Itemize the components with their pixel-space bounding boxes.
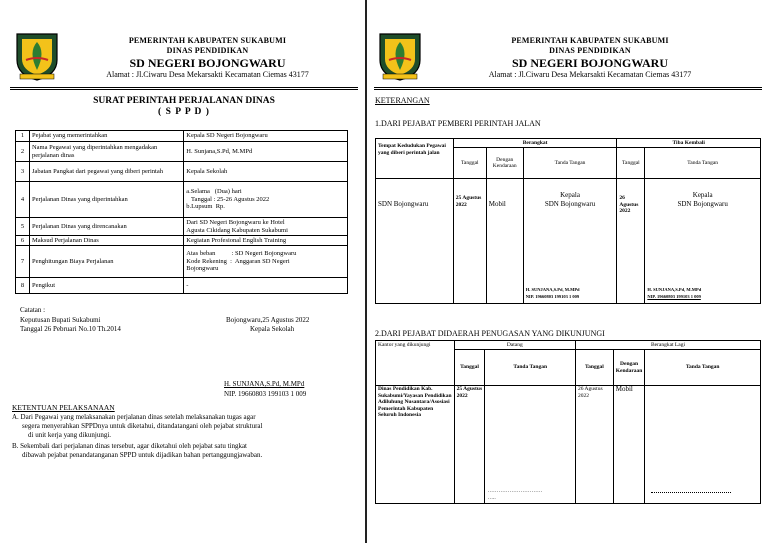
signer-nip: NIP. 19660803 199103 1 009	[525, 294, 580, 299]
signer-name: H. SUNJANA,S.Pd, M.MPd	[224, 380, 305, 388]
row-label: Maksud Perjalanan Dinas	[29, 236, 183, 246]
col-header-tanggal-berangkat: Tanggal	[575, 350, 613, 386]
spd-subtitle: ( S P P D )	[158, 107, 210, 117]
row-label: Penghitungan Biaya Perjalanan	[29, 246, 183, 278]
col-group-berangkat: Berangkat	[453, 139, 617, 148]
row-value: H. Sunjana,S.Pd, M.MPd	[184, 142, 348, 162]
row-label: Pejabat yang memerintahkan	[29, 131, 183, 142]
table-row	[16, 218, 348, 236]
col-header-tempat: Tempat Kedudukan Pegawai yang diberi perintah jalan	[376, 139, 454, 179]
row-value	[184, 218, 348, 236]
col-header-kendaraan: Dengan Kendaraan	[486, 148, 523, 179]
spd-title: SURAT PERINTAH PERJALANAN DINAS	[93, 96, 275, 106]
table-row	[376, 386, 761, 504]
row-number: 8	[16, 278, 30, 294]
account-code-text: Kode Rekening : Anggaran SD Negeri	[186, 257, 290, 265]
lumpsum-text: b.Lupsum Rp.	[186, 203, 225, 211]
row-label: Nama Pegawai yang diperintahkan mengadakan perjalanan dinas	[29, 142, 183, 162]
tempat-value: SDN Bojongwaru	[376, 179, 454, 304]
dept-name: DINAS PENDIDIKAN	[549, 46, 631, 55]
letterhead-rule	[10, 87, 358, 90]
kendaraan-value: Mobil	[486, 179, 523, 304]
document-title	[10, 96, 358, 118]
kepala-school: SDN Bojongwaru	[677, 200, 728, 208]
table-row	[16, 162, 348, 182]
row-label: Perjalanan Dinas yang direncanakan	[29, 218, 183, 236]
signature-line: …………………………	[487, 488, 543, 494]
col-header-tanggal: Tanggal	[453, 148, 486, 179]
row-number: 6	[16, 236, 30, 246]
col-group-tiba: Tiba Kembali	[617, 139, 761, 148]
signer-title: Kepala Sekolah	[250, 325, 295, 333]
table-row	[16, 131, 348, 142]
signature-line	[651, 491, 731, 493]
ketentuan-a-2: segera menyerahkan SPPDnya untuk diketahui, ditandatangani oleh pejabat struktural	[22, 422, 263, 430]
school-address: Alamat : Jl.Ciwaru Desa Mekarsakti Kecamatan Ciemas 43177	[106, 70, 309, 79]
signature-cell	[523, 179, 617, 304]
budget-source-text: Atas beban : SD Negeri Bojongwaru	[186, 250, 297, 258]
ketentuan-a-3: di unit kerja yang dikunjungi.	[28, 431, 112, 439]
table-row	[376, 341, 761, 350]
table-row	[16, 278, 348, 294]
dept-name: DINAS PENDIDIKAN	[166, 46, 249, 55]
col-header-kendaraan: Dengan Kendaraan	[613, 350, 645, 386]
date-text: Tanggal : 25-26 Agustus 2022	[186, 195, 270, 203]
kepala-label: Kepala	[692, 191, 713, 199]
right-page	[370, 0, 768, 543]
col-header-ttd-tiba: Tanda Tangan	[645, 148, 761, 179]
col-header-tanggal: Tanggal	[454, 350, 485, 386]
col-header-ttd: Tanda Tangan	[485, 350, 576, 386]
signer-nip: NIP. 19660803 199103 1 009	[224, 390, 307, 398]
kepala-school: SDN Bojongwaru	[544, 200, 596, 208]
school-address: Alamat : Jl.Ciwaru Desa Mekarsakti Kecamatan Ciemas 43177	[488, 70, 692, 79]
signature-line-cont: …..	[487, 494, 496, 501]
table-row	[16, 236, 348, 246]
tanggal-berangkat-value: 26 Agustus 2022	[575, 386, 613, 504]
col-group-berangkat-lagi: Berangkat Lagi	[575, 341, 760, 350]
regency-emblem-icon	[12, 30, 62, 82]
decree-line-2: Tanggal 26 Pebruari No.10 Th.2014	[20, 325, 121, 333]
tanggal-tiba-value: 26 Agustus 2022	[617, 179, 645, 304]
letterhead-rule	[374, 87, 762, 90]
table-row	[376, 139, 761, 148]
letterhead	[60, 36, 355, 80]
row-label: Pengikut	[29, 278, 183, 294]
departure-table	[375, 138, 761, 304]
section-2-title: 2.DARI PEJABAT DIDAERAH PENUGASAN YANG DIKUNJUNGI	[375, 329, 605, 338]
row-value: Kepala SD Negeri Bojongwaru	[184, 131, 348, 142]
gov-name: PEMERINTAH KABUPATEN SUKABUMI	[128, 36, 287, 45]
table-row	[16, 182, 348, 218]
col-group-datang: Datang	[454, 341, 575, 350]
col-header-kantor: Kantor yang dikunjungi	[376, 341, 455, 386]
kepala-label: Kepala	[560, 191, 580, 199]
regency-emblem-icon	[375, 30, 425, 82]
spd-table	[15, 130, 348, 294]
ketentuan-b-1: B. Sekembali dari perjalanan dinas tersebut, agar diketahui oleh pejabat satu tingkat	[12, 442, 248, 450]
left-page	[0, 0, 362, 543]
route-text: Dari SD Negeri Bojongwaru ke Hotel	[186, 219, 285, 226]
tanggal-datang-value: 25 Agustus 2022	[454, 386, 485, 504]
signature-cell	[645, 179, 761, 304]
row-number: 1	[16, 131, 30, 142]
signer-name: H. SUNJANA,S.Pd, M.MPd	[525, 287, 580, 292]
col-header-ttd: Tanda Tangan	[523, 148, 617, 179]
place-date: Bojongwaru,25 Agustus 2022	[226, 316, 310, 324]
table-row	[376, 179, 761, 304]
ketentuan-a-1: A. Dari Pegawai yang melaksanakan perjalanan dinas setelah melaksanakan tugas agar	[12, 413, 256, 421]
kantor-value: Dinas Pendidikan Kab. Sukabumi/Yayasan Pendidikan Adiluhung Nusantara/Asosiasi Pemerintah Kabupaten Seluruh Indonesia	[376, 386, 455, 504]
signer-name: H. SUNJANA,S.Pd, M.MPd	[647, 287, 702, 292]
row-value: -	[184, 278, 348, 294]
decree-line-1: Keputusan Bupati Sukabumi	[20, 316, 101, 324]
duration-text: a.Selama (Dua) hari	[186, 188, 242, 196]
visit-table	[375, 340, 761, 504]
letterhead	[425, 36, 755, 80]
catatan-label: Catatan :	[20, 306, 46, 314]
ketentuan-title: KETENTUAN PELAKSANAAN	[12, 403, 115, 412]
signature-cell	[485, 386, 576, 504]
row-number: 2	[16, 142, 30, 162]
destination-text: Agusta Cikidang Kabupaten Sukabumi	[186, 226, 288, 234]
tanggal-value: 25 Agustus 2022	[453, 179, 486, 304]
row-value	[184, 246, 348, 278]
page-divider	[365, 0, 367, 543]
table-row	[16, 142, 348, 162]
row-number: 7	[16, 246, 30, 278]
school-name: SD NEGERI BOJONGWARU	[511, 56, 669, 70]
kendaraan-value: Mobil	[613, 386, 645, 504]
account-code-cont: Bojongwaru	[186, 265, 219, 273]
col-header-tanggal-tiba: Tanggal	[617, 148, 645, 179]
signer-nip: NIP. 19660803 199103 1 009	[647, 294, 701, 299]
row-value: Kegiatan Profesional English Training	[184, 236, 348, 246]
ketentuan-b-2: dibawah pejabat penandatanganan SPPD untuk dijadikan bahan pertanggungjawaban.	[22, 451, 263, 459]
gov-name: PEMERINTAH KABUPATEN SUKABUMI	[511, 36, 669, 45]
row-number: 3	[16, 162, 30, 182]
signature-cell	[645, 386, 761, 504]
school-name: SD NEGERI BOJONGWARU	[129, 56, 286, 70]
table-row	[16, 246, 348, 278]
section-1-title: 1.DARI PEJABAT PEMBERI PERINTAH JALAN	[375, 119, 541, 128]
row-value	[184, 182, 348, 218]
row-label: Jabatan Pangkat dari pegawai yang diberi perintah	[29, 162, 183, 182]
row-number: 4	[16, 182, 30, 218]
keterangan-title: KETERANGAN	[375, 96, 430, 105]
row-label: Perjalanan Dinas yang diperintahkan	[29, 182, 183, 218]
row-value: Kepala Sekolah	[184, 162, 348, 182]
col-header-ttd-berangkat: Tanda Tangan	[645, 350, 761, 386]
row-number: 5	[16, 218, 30, 236]
